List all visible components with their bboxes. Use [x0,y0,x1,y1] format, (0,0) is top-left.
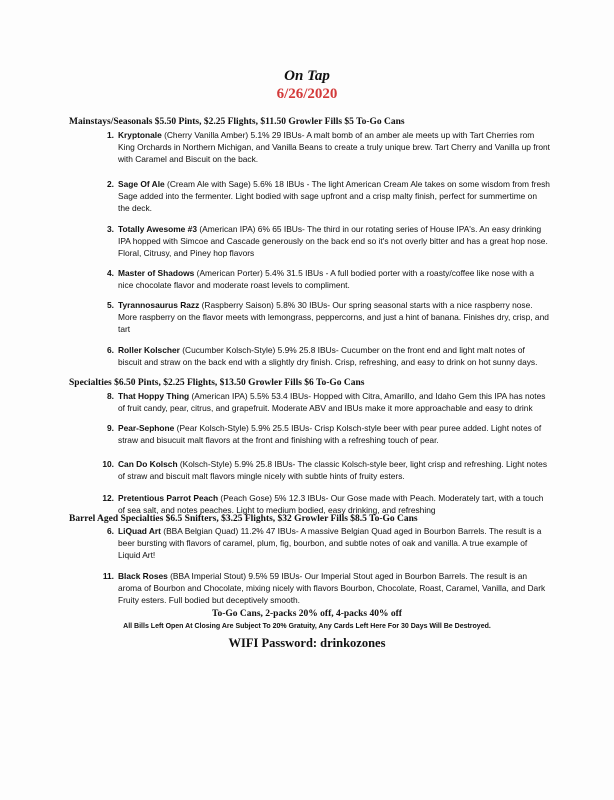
beer-item [102,570,550,606]
page-title: On Tap [284,68,330,84]
beer-name: Pretentious Parrot Peach [118,493,219,503]
beer-number: 11. [102,571,114,581]
beer-description: (BBA Belgian Quad) 11.2% 47 IBUs- A massive Belgian Quad aged in Bourbon Barrels. The result is a beer bursting with flavors of caramel, plum, fig, bourbon, and subtle notes of oak and vanilla. A true example of Liquid Art! [118,526,542,561]
beer-description: (American IPA) 5.5% 53.4 IBUs- Hopped with Citra, Amarillo, and Idaho Gem this IPA has notes of fruit candy, pear, citrus, and grapefruit. Moderate ABV and IBUs make it more approachable and easy to drink [118,391,546,414]
beer-item [107,267,550,291]
beer-item [107,525,550,561]
beer-number: 6. [107,526,114,536]
beer-description: (BBA Imperial Stout) 9.5% 59 IBUs- Our Imperial Stout aged in Bourbon Barrels. The result is an aroma of Bourbon and Chocolate, mixing nicely with flavors Bourbon, Chocolate, Roast, Caramel, Vanilla, and Dark Fruity esters. Full bodied but deceptively smooth. [118,571,546,606]
beer-name: Kryptonale [118,130,162,140]
beer-number: 4. [107,268,114,278]
beer-number: 6. [107,345,114,355]
beer-number: 3. [107,224,114,234]
beer-name: Pear-Sephone [118,423,175,433]
section-header-specialties: Specialties $6.50 Pints, $2.25 Flights, $13.50 Growler Fills $6 To-Go Cans [69,378,365,388]
beer-description: (Raspberry Saison) 5.8% 30 IBUs- Our spring seasonal starts with a nice raspberry nose. More raspberry on the flavor meets with lemongrass, peppercorns, and just a hint of banana. Finishes dry, crisp, and tart [118,300,549,335]
beer-description: (Cherry Vanilla Amber) 5.1% 29 IBUs- A malt bomb of an amber ale meets up with Tart Cherries rom King Orchards in Northern Michigan, and Vanilla Beans to create a truly unique brew. Tart Cherry and Vanilla up front with Caramel and Biscuit on the back. [118,130,551,165]
bills-policy-note: All Bills Left Open At Closing Are Subject To 20% Gratuity, Any Cards Left Here For 30 Days Will Be Destroyed. [123,623,491,630]
beer-description: (Cucumber Kolsch-Style) 5.9% 25.8 IBUs- Cucumber on the front end and light malt notes of biscuit and straw on the back end with a slightly dry finish. Crisp, refreshing, and easy to drink on hot sunny days. [118,345,538,368]
section-header-barrel-aged: Barrel Aged Specialties $6.5 Snifters, $3.25 Flights, $32 Growler Fills $8.5 To-Go Cans [69,514,418,524]
to-go-cans-note: To-Go Cans, 2-packs 20% off, 4-packs 40% off [212,609,402,619]
beer-number: 5. [107,300,114,310]
beer-description: (Cream Ale with Sage) 5.6% 18 IBUs - The light American Cream Ale takes on some wisdom from fresh Sage added into the fermenter. Light bodied with sage upfront and a crisp malty finish, perfect for summertime on the deck. [118,179,550,214]
beer-description: (Pear Kolsch-Style) 5.9% 25.5 IBUs- Crisp Kolsch-style beer with pear puree added. Light notes of straw and bisucuit malt flavors at the front and finishing with a refreshing touch of pear. [118,423,542,446]
beer-item [102,458,550,482]
beer-name: Totally Awesome #3 [118,224,197,234]
beer-name: Black Roses [118,571,168,581]
wifi-password: WIFI Password: drinkozones [228,636,386,650]
beer-description: (American IPA) 6% 65 IBUs- The third in our rotating series of House IPA's. An easy drinking IPA hopped with Simcoe and Cascade generously on the back end so it's not overly bitter and has a great hop nose. Floral, Citrusy, and Piney hop flavors [118,224,548,259]
beer-item [107,390,550,414]
beer-description: (American Porter) 5.4% 31.5 IBUs - A full bodied porter with a roasty/coffee like nose with a nice chocolate flavor and moderate roast levels to compliment. [118,268,534,291]
beer-item [107,422,550,446]
section-header-mainstays: Mainstays/Seasonals $5.50 Pints, $2.25 Flights, $11.50 Growler Fills $5 To-Go Cans [69,117,405,127]
beer-name: Roller Kolscher [118,345,180,355]
beer-name: LiQuad Art [118,526,161,536]
beer-description: (Kolsch-Style) 5.9% 25.8 IBUs- The classic Kolsch-style beer, light crisp and refreshing. Light notes of straw and biscuit malt flavors mingle nicely with subtle hints of fruity esters. [118,459,548,482]
beer-name: Tyrannosaurus Razz [118,300,200,310]
beer-item [107,299,550,335]
beer-number: 2. [107,179,114,189]
beer-number: 9. [107,423,114,433]
beer-name: That Hoppy Thing [118,391,190,401]
beer-number: 12. [102,493,114,503]
beer-item [102,492,550,516]
beer-item [107,129,551,165]
beer-name: Can Do Kolsch [118,459,178,469]
beer-name: Master of Shadows [118,268,195,278]
beer-number: 1. [107,130,114,140]
beer-number: 8. [107,391,114,401]
beer-number: 10. [102,459,114,469]
page-date: 6/26/2020 [276,86,338,102]
beer-item [107,344,550,368]
beer-item [107,178,550,214]
beer-description: (Peach Gose) 5% 12.3 IBUs- Our Gose made with Peach. Moderately tart, with a touch of sea salt, and notes peaches. Light to medium bodied, easy drinking, and refreshing [118,493,544,516]
beer-item [107,223,550,259]
beer-name: Sage Of Ale [118,179,165,189]
